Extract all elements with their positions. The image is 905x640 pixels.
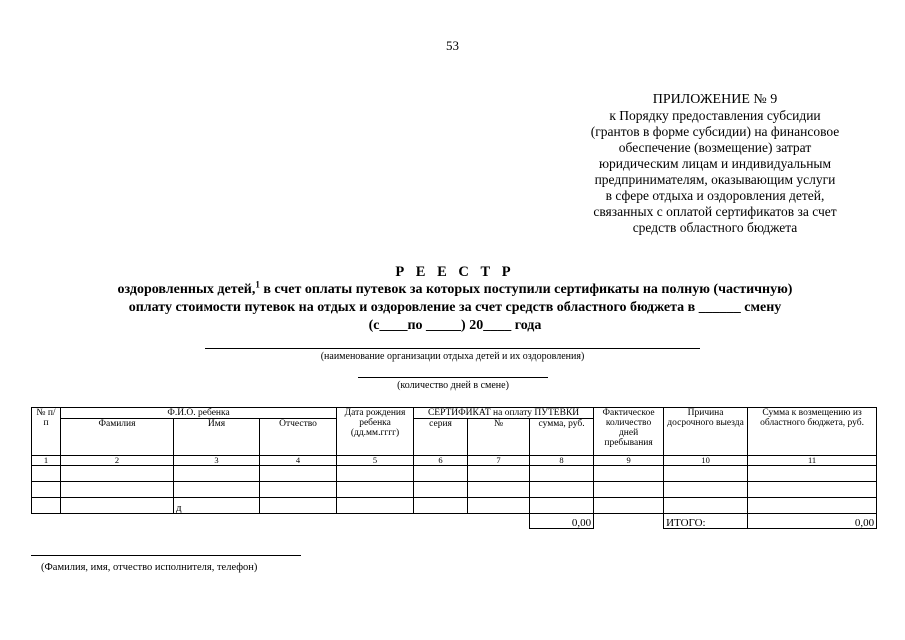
cell[interactable] bbox=[337, 466, 414, 482]
org-name-field bbox=[205, 348, 700, 362]
appendix-title: ПРИЛОЖЕНИЕ № 9 bbox=[652, 92, 778, 107]
cell[interactable] bbox=[32, 482, 61, 498]
cell[interactable] bbox=[664, 498, 748, 514]
cell[interactable] bbox=[594, 498, 664, 514]
appendix-line: обеспечение (возмещение) затрат bbox=[618, 140, 812, 155]
header-patronymic: Отчество bbox=[260, 419, 337, 456]
header-fio: Ф.И.О. ребенка bbox=[61, 408, 337, 419]
cell[interactable] bbox=[337, 482, 414, 498]
appendix-block bbox=[560, 92, 870, 236]
page-number: 53 bbox=[446, 38, 459, 53]
header-certificate: СЕРТИФИКАТ на оплату ПУТЕВКИ bbox=[414, 408, 594, 419]
cell[interactable] bbox=[664, 482, 748, 498]
heading-line-1 bbox=[60, 281, 850, 299]
cell-name[interactable]: д bbox=[174, 498, 260, 514]
table-row bbox=[32, 482, 877, 498]
cell[interactable] bbox=[594, 466, 664, 482]
cell[interactable] bbox=[337, 498, 414, 514]
cell[interactable] bbox=[32, 466, 61, 482]
cell[interactable] bbox=[748, 498, 877, 514]
total-row bbox=[32, 514, 877, 529]
column-number: 2 bbox=[61, 456, 174, 466]
header-refund-sum: Сумма к возмещению из областного бюджета, руб. bbox=[748, 408, 877, 456]
register-table bbox=[31, 407, 877, 529]
total-gap bbox=[594, 514, 664, 529]
cell[interactable] bbox=[174, 466, 260, 482]
column-number: 5 bbox=[337, 456, 414, 466]
cell[interactable] bbox=[414, 498, 468, 514]
column-numbers-row bbox=[32, 456, 877, 466]
appendix-line: в сфере отдыха и оздоровления детей, bbox=[605, 188, 825, 203]
cell[interactable] bbox=[748, 482, 877, 498]
header-number: № bbox=[468, 419, 530, 456]
header-early-leave-reason: Причина досрочного выезда bbox=[664, 408, 748, 456]
total-refund: 0,00 bbox=[748, 514, 877, 529]
register-heading bbox=[60, 263, 850, 335]
org-name-caption: (наименование организации отдыха детей и их оздоровления) bbox=[320, 351, 585, 362]
column-number: 8 bbox=[530, 456, 594, 466]
appendix-line: юридическим лицам и индивидуальным bbox=[598, 156, 832, 171]
heading-line-3: (с____по _____) 20____ года bbox=[368, 318, 542, 333]
cell[interactable] bbox=[748, 466, 877, 482]
cell[interactable] bbox=[174, 482, 260, 498]
total-spacer bbox=[32, 514, 530, 529]
column-number: 9 bbox=[594, 456, 664, 466]
header-surname: Фамилия bbox=[61, 419, 174, 456]
header-actual-days: Фактическое количество дней пребывания bbox=[594, 408, 664, 456]
executor-field bbox=[31, 555, 301, 573]
executor-caption: (Фамилия, имя, отчество исполнителя, телефон) bbox=[41, 562, 258, 573]
cell[interactable] bbox=[260, 498, 337, 514]
cell[interactable] bbox=[664, 466, 748, 482]
column-number: 4 bbox=[260, 456, 337, 466]
total-sum: 0,00 bbox=[530, 514, 594, 529]
cell[interactable] bbox=[530, 482, 594, 498]
cell[interactable] bbox=[468, 466, 530, 482]
column-number: 3 bbox=[174, 456, 260, 466]
column-number: 1 bbox=[32, 456, 61, 466]
cell[interactable] bbox=[61, 466, 174, 482]
heading-line-1a: оздоровленных детей, bbox=[117, 282, 256, 297]
cell[interactable] bbox=[61, 482, 174, 498]
cell[interactable] bbox=[414, 482, 468, 498]
column-number: 11 bbox=[748, 456, 877, 466]
table-row bbox=[32, 498, 877, 514]
cell[interactable] bbox=[260, 466, 337, 482]
footnote-mark: 1 bbox=[255, 279, 260, 290]
days-rule bbox=[358, 377, 548, 378]
cell[interactable] bbox=[414, 466, 468, 482]
header-birth-date: Дата рождения ребенка (дд.мм.гггг) bbox=[337, 408, 414, 456]
cell[interactable] bbox=[61, 498, 174, 514]
cell[interactable] bbox=[468, 498, 530, 514]
cell[interactable] bbox=[530, 466, 594, 482]
days-caption: (количество дней в смене) bbox=[397, 380, 509, 391]
header-sum: сумма, руб. bbox=[530, 419, 594, 456]
appendix-line: предпринимателям, оказывающим услуги bbox=[594, 172, 836, 187]
appendix-line: к Порядку предоставления субсидии bbox=[609, 108, 821, 123]
executor-rule bbox=[31, 555, 301, 556]
header-series: серия bbox=[414, 419, 468, 456]
cell[interactable] bbox=[530, 498, 594, 514]
appendix-line: средств областного бюджета bbox=[632, 220, 798, 235]
header-no: № п/п bbox=[32, 408, 61, 456]
cell[interactable] bbox=[32, 498, 61, 514]
days-field bbox=[358, 377, 548, 391]
column-number: 10 bbox=[664, 456, 748, 466]
total-label: ИТОГО: bbox=[664, 514, 748, 529]
cell[interactable] bbox=[468, 482, 530, 498]
appendix-line: связанных с оплатой сертификатов за счет bbox=[593, 204, 837, 219]
header-name: Имя bbox=[174, 419, 260, 456]
column-number: 7 bbox=[468, 456, 530, 466]
org-name-rule bbox=[205, 348, 700, 349]
heading-line-1b: в счет оплаты путевок за которых поступили сертификаты на полную (частичную) bbox=[259, 282, 793, 297]
appendix-line: (грантов в форме субсидии) на финансовое bbox=[590, 124, 840, 139]
cell[interactable] bbox=[594, 482, 664, 498]
register-title: Р Е Е С Т Р bbox=[395, 264, 515, 280]
table-row bbox=[32, 466, 877, 482]
cell[interactable] bbox=[260, 482, 337, 498]
column-number: 6 bbox=[414, 456, 468, 466]
heading-line-2: оплату стоимости путевок на отдых и оздоровление за счет средств областного бюджета в ______ смену bbox=[128, 300, 782, 315]
